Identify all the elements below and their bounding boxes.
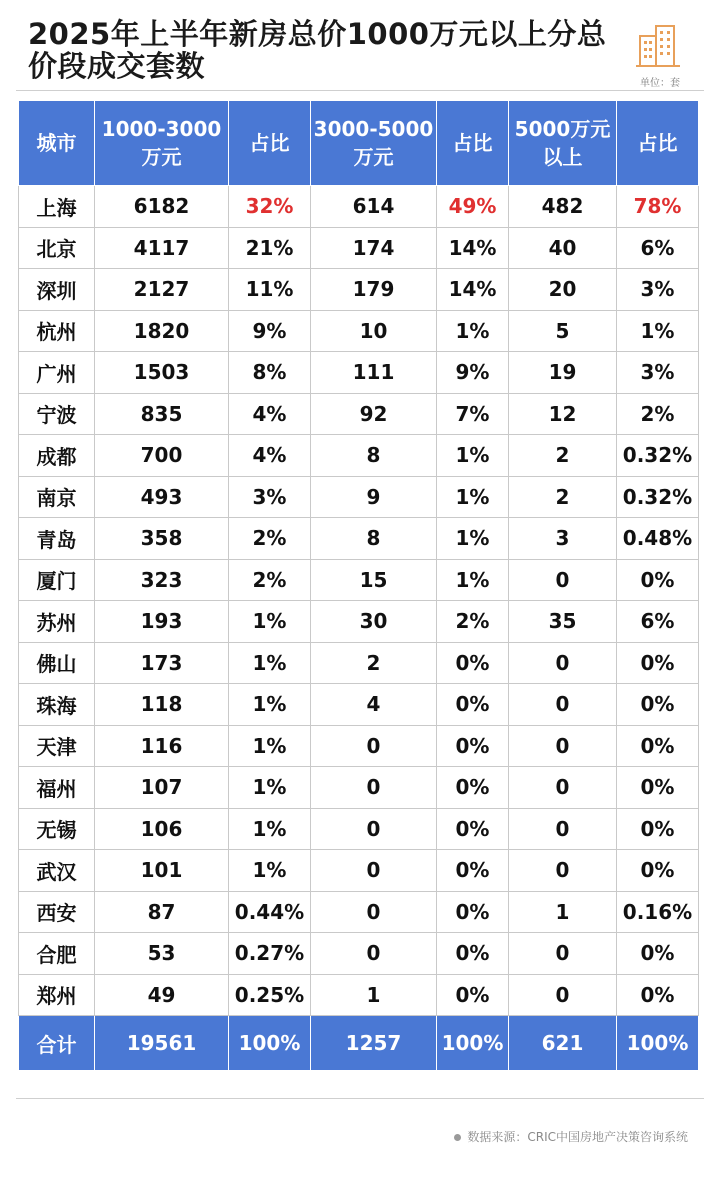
- table-row: [19, 684, 699, 726]
- city-cell: 西安: [19, 891, 95, 933]
- value-cell: 0.48%: [617, 518, 699, 560]
- value-cell: 78%: [617, 186, 699, 228]
- value-cell: 0: [509, 684, 617, 726]
- value-cell: 0: [509, 933, 617, 975]
- value-cell: 1%: [437, 435, 509, 477]
- value-cell: 101: [95, 850, 229, 892]
- value-cell: 0%: [437, 933, 509, 975]
- value-cell: 0.32%: [617, 435, 699, 477]
- value-cell: 14%: [437, 227, 509, 269]
- value-cell: 111: [311, 352, 437, 394]
- source-text: 数据来源：CRIC中国房地产决策咨询系统: [467, 1130, 688, 1144]
- value-cell: 0%: [437, 684, 509, 726]
- value-cell: 2: [509, 476, 617, 518]
- value-cell: 35: [509, 601, 617, 643]
- table-row: [19, 435, 699, 477]
- value-cell: 21%: [229, 227, 311, 269]
- value-cell: 9: [311, 476, 437, 518]
- value-cell: 0: [311, 808, 437, 850]
- city-cell: 武汉: [19, 850, 95, 892]
- value-cell: 1%: [437, 476, 509, 518]
- table-row: [19, 310, 699, 352]
- value-cell: 179: [311, 269, 437, 311]
- table-row: [19, 518, 699, 560]
- value-cell: 32%: [229, 186, 311, 228]
- value-cell: 10: [311, 310, 437, 352]
- value-cell: 0: [311, 725, 437, 767]
- value-cell: 0%: [437, 767, 509, 809]
- city-cell: 上海: [19, 186, 95, 228]
- value-cell: 0: [509, 808, 617, 850]
- city-cell: 天津: [19, 725, 95, 767]
- value-cell: 0%: [617, 933, 699, 975]
- value-cell: 3%: [229, 476, 311, 518]
- value-cell: 1%: [229, 767, 311, 809]
- total-value: 621: [509, 1016, 617, 1071]
- value-cell: 0: [509, 642, 617, 684]
- value-cell: 118: [95, 684, 229, 726]
- city-cell: 成都: [19, 435, 95, 477]
- value-cell: 1%: [617, 310, 699, 352]
- table-header-row: [19, 101, 699, 186]
- value-cell: 1: [509, 891, 617, 933]
- header-range-1000-3000: 1000-3000万元: [95, 101, 229, 186]
- value-cell: 0: [509, 559, 617, 601]
- value-cell: 482: [509, 186, 617, 228]
- value-cell: 106: [95, 808, 229, 850]
- value-cell: 2127: [95, 269, 229, 311]
- value-cell: 1%: [229, 601, 311, 643]
- value-cell: 6182: [95, 186, 229, 228]
- value-cell: 0: [311, 850, 437, 892]
- value-cell: 700: [95, 435, 229, 477]
- city-cell: 青岛: [19, 518, 95, 560]
- value-cell: 0: [509, 767, 617, 809]
- table-row: [19, 974, 699, 1016]
- building-logo-icon: [636, 20, 680, 70]
- value-cell: 1%: [229, 850, 311, 892]
- value-cell: 0.27%: [229, 933, 311, 975]
- source-note: [454, 1128, 688, 1145]
- value-cell: 3%: [617, 269, 699, 311]
- city-cell: 无锡: [19, 808, 95, 850]
- value-cell: 0%: [437, 808, 509, 850]
- value-cell: 1%: [437, 310, 509, 352]
- city-cell: 佛山: [19, 642, 95, 684]
- header-range-5000-plus: 5000万元以上: [509, 101, 617, 186]
- city-cell: 宁波: [19, 393, 95, 435]
- value-cell: 0.44%: [229, 891, 311, 933]
- value-cell: 0%: [437, 974, 509, 1016]
- value-cell: 53: [95, 933, 229, 975]
- value-cell: 1%: [437, 559, 509, 601]
- page-title: 2025年上半年新房总价1000万元以上分总价段成交套数: [28, 17, 607, 83]
- city-cell: 广州: [19, 352, 95, 394]
- value-cell: 835: [95, 393, 229, 435]
- value-cell: 6%: [617, 227, 699, 269]
- header-share-1: 占比: [229, 101, 311, 186]
- value-cell: 1%: [229, 642, 311, 684]
- city-cell: 南京: [19, 476, 95, 518]
- value-cell: 6%: [617, 601, 699, 643]
- city-cell: 合肥: [19, 933, 95, 975]
- value-cell: 0: [509, 850, 617, 892]
- table-row: [19, 642, 699, 684]
- value-cell: 0%: [617, 974, 699, 1016]
- value-cell: 2: [311, 642, 437, 684]
- value-cell: 5: [509, 310, 617, 352]
- value-cell: 7%: [437, 393, 509, 435]
- value-cell: 1503: [95, 352, 229, 394]
- table-row: [19, 227, 699, 269]
- value-cell: 8: [311, 435, 437, 477]
- value-cell: 0%: [617, 684, 699, 726]
- value-cell: 493: [95, 476, 229, 518]
- value-cell: 19: [509, 352, 617, 394]
- value-cell: 49%: [437, 186, 509, 228]
- table-row: [19, 559, 699, 601]
- table-row: [19, 186, 699, 228]
- value-cell: 2%: [229, 559, 311, 601]
- value-cell: 4%: [229, 393, 311, 435]
- value-cell: 4%: [229, 435, 311, 477]
- value-cell: 116: [95, 725, 229, 767]
- table-row: [19, 476, 699, 518]
- value-cell: 0: [311, 933, 437, 975]
- value-cell: 1%: [229, 684, 311, 726]
- city-cell: 苏州: [19, 601, 95, 643]
- value-cell: 323: [95, 559, 229, 601]
- total-value: 100%: [437, 1016, 509, 1071]
- table-row: [19, 393, 699, 435]
- city-cell: 深圳: [19, 269, 95, 311]
- value-cell: 0%: [617, 850, 699, 892]
- value-cell: 2: [509, 435, 617, 477]
- city-cell: 厦门: [19, 559, 95, 601]
- value-cell: 0%: [617, 767, 699, 809]
- value-cell: 0: [311, 891, 437, 933]
- value-cell: 0%: [617, 725, 699, 767]
- header-city: 城市: [19, 101, 95, 186]
- value-cell: 0%: [617, 808, 699, 850]
- value-cell: 0.25%: [229, 974, 311, 1016]
- value-cell: 0%: [437, 642, 509, 684]
- city-cell: 杭州: [19, 310, 95, 352]
- value-cell: 1: [311, 974, 437, 1016]
- city-cell: 北京: [19, 227, 95, 269]
- value-cell: 20: [509, 269, 617, 311]
- header-share-2: 占比: [437, 101, 509, 186]
- value-cell: 2%: [617, 393, 699, 435]
- value-cell: 0.16%: [617, 891, 699, 933]
- total-value: 100%: [229, 1016, 311, 1071]
- bottom-divider: [16, 1098, 704, 1099]
- value-cell: 15: [311, 559, 437, 601]
- value-cell: 30: [311, 601, 437, 643]
- value-cell: 0%: [617, 642, 699, 684]
- city-cell: 郑州: [19, 974, 95, 1016]
- table-row: [19, 850, 699, 892]
- value-cell: 8: [311, 518, 437, 560]
- value-cell: 49: [95, 974, 229, 1016]
- value-cell: 173: [95, 642, 229, 684]
- table-row: [19, 601, 699, 643]
- city-cell: 珠海: [19, 684, 95, 726]
- value-cell: 3: [509, 518, 617, 560]
- value-cell: 0%: [437, 891, 509, 933]
- total-value: 19561: [95, 1016, 229, 1071]
- value-cell: 107: [95, 767, 229, 809]
- value-cell: 11%: [229, 269, 311, 311]
- value-cell: 174: [311, 227, 437, 269]
- total-row: [19, 1016, 699, 1071]
- table-row: [19, 767, 699, 809]
- table-row: [19, 808, 699, 850]
- value-cell: 0%: [437, 725, 509, 767]
- data-table: [18, 100, 699, 1071]
- table-row: [19, 891, 699, 933]
- value-cell: 0%: [437, 850, 509, 892]
- value-cell: 0: [509, 725, 617, 767]
- value-cell: 193: [95, 601, 229, 643]
- value-cell: 0.32%: [617, 476, 699, 518]
- unit-label: 单位：套: [640, 78, 680, 89]
- value-cell: 9%: [437, 352, 509, 394]
- value-cell: 1%: [229, 725, 311, 767]
- value-cell: 1%: [229, 808, 311, 850]
- value-cell: 2%: [229, 518, 311, 560]
- value-cell: 1820: [95, 310, 229, 352]
- value-cell: 1%: [437, 518, 509, 560]
- value-cell: 3%: [617, 352, 699, 394]
- total-value: 100%: [617, 1016, 699, 1071]
- value-cell: 0%: [617, 559, 699, 601]
- value-cell: 0: [311, 767, 437, 809]
- value-cell: 4: [311, 684, 437, 726]
- total-label: 合计: [19, 1016, 95, 1071]
- value-cell: 40: [509, 227, 617, 269]
- table-row: [19, 269, 699, 311]
- value-cell: 358: [95, 518, 229, 560]
- value-cell: 8%: [229, 352, 311, 394]
- value-cell: 87: [95, 891, 229, 933]
- value-cell: 92: [311, 393, 437, 435]
- value-cell: 12: [509, 393, 617, 435]
- header-share-3: 占比: [617, 101, 699, 186]
- value-cell: 0: [509, 974, 617, 1016]
- value-cell: 9%: [229, 310, 311, 352]
- total-value: 1257: [311, 1016, 437, 1071]
- value-cell: 14%: [437, 269, 509, 311]
- table-row: [19, 933, 699, 975]
- top-divider: [16, 90, 704, 91]
- table-row: [19, 352, 699, 394]
- table-row: [19, 725, 699, 767]
- value-cell: 614: [311, 186, 437, 228]
- header-range-3000-5000: 3000-5000万元: [311, 101, 437, 186]
- bullet-icon: [454, 1134, 461, 1141]
- city-cell: 福州: [19, 767, 95, 809]
- value-cell: 4117: [95, 227, 229, 269]
- value-cell: 2%: [437, 601, 509, 643]
